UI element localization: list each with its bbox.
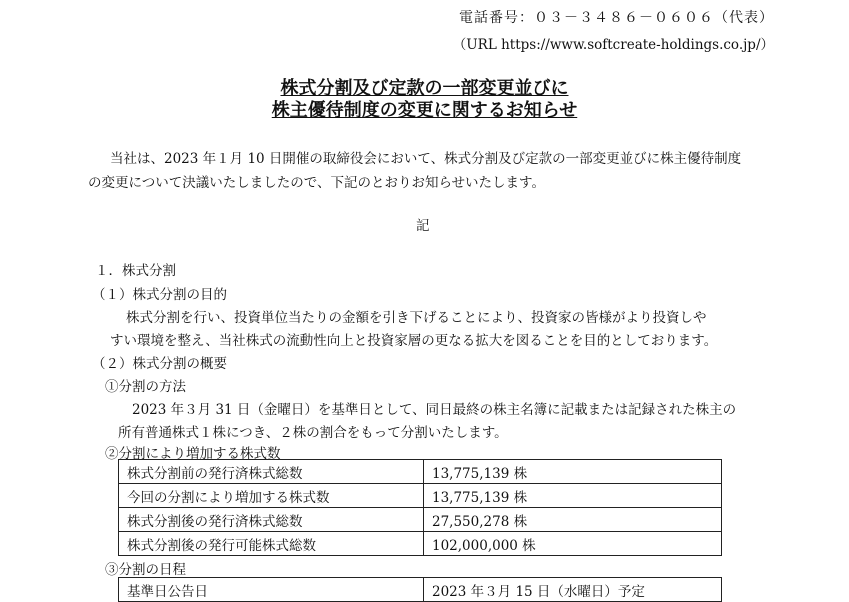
purpose-heading: （１）株式分割の目的 [92, 287, 227, 303]
purpose-line1: 株式分割を行い、投資単位当たりの金額を引き下げることにより、投資家の皆様がより投資しや [126, 310, 707, 326]
ki-marker: 記 [416, 218, 430, 234]
table-row [119, 578, 722, 602]
table-row [119, 532, 722, 556]
table-cell-label: 株式分割後の発行済株式総数 [119, 508, 424, 532]
document-title-line2: 株主優待制度の変更に関するお知らせ [271, 100, 578, 121]
purpose-line2: すい環境を整え、当社株式の流動性向上と投資家層の更なる拡大を図ることを目的としております。 [110, 333, 718, 349]
intro-line2: の変更について決議いたしましたので、下記のとおりお知らせいたします。 [88, 175, 545, 191]
table-cell-value: 2023 年３月 15 日（水曜日）予定 [424, 578, 722, 602]
table-cell-label: 基準日公告日 [119, 578, 424, 602]
method-heading: ①分割の方法 [105, 379, 186, 395]
table-row [119, 484, 722, 508]
method-line2: 所有普通株式１株につき、２株の割合をもって分割いたします。 [118, 425, 508, 441]
increase-table [118, 459, 722, 556]
contact-phone: 電話番号：０３－３４８６－０６０６（代表） [459, 10, 774, 26]
schedule-heading: ③分割の日程 [105, 562, 186, 578]
table-cell-value: 13,775,139 株 [424, 484, 722, 508]
table-cell-value: 13,775,139 株 [424, 460, 722, 484]
table-row [119, 508, 722, 532]
table-cell-value: 102,000,000 株 [424, 532, 722, 556]
table-cell-label: 株式分割前の発行済株式総数 [119, 460, 424, 484]
increase-heading: ②分割により増加する株式数 [105, 446, 281, 462]
intro-line1: 当社は、2023 年１月 10 日開催の取締役会において、株式分割及び定款の一部変更並びに株主優待制度 [110, 151, 742, 167]
table-cell-label: 今回の分割により増加する株式数 [119, 484, 424, 508]
document-title-line1: 株式分割及び定款の一部変更並びに [280, 78, 569, 99]
table-cell-label: 株式分割後の発行可能株式総数 [119, 532, 424, 556]
method-line1: 2023 年３月 31 日（金曜日）を基準日として、同日最終の株主名簿に記載または記録された株主の [132, 402, 737, 418]
overview-heading: （２）株式分割の概要 [92, 356, 227, 372]
table-row [119, 460, 722, 484]
section1-heading: １．株式分割 [95, 263, 176, 279]
table-cell-value: 27,550,278 株 [424, 508, 722, 532]
schedule-table [118, 577, 722, 602]
company-url: （URL https://www.softcreate-holdings.co.jp/） [452, 37, 774, 53]
